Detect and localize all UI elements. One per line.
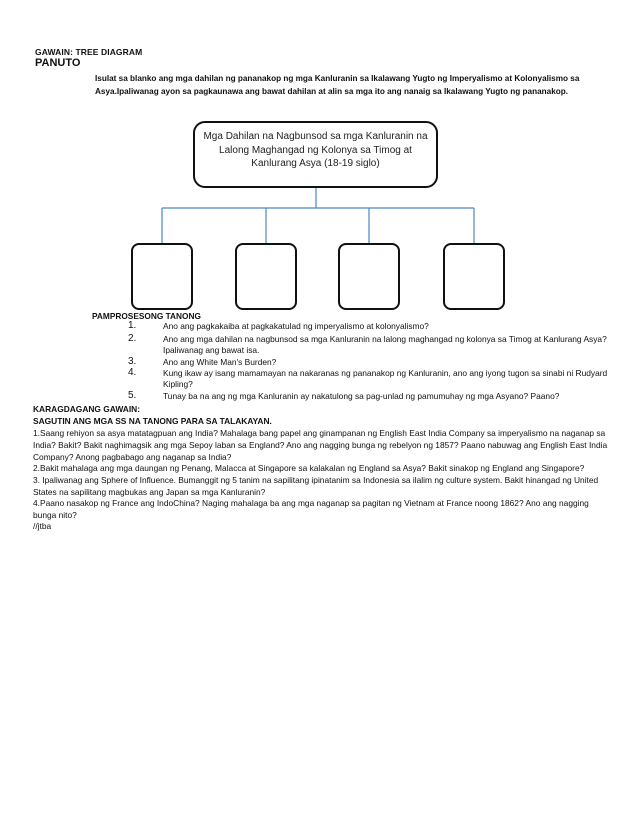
question-number: 1.	[128, 320, 137, 331]
question-text: Kung ikaw ay isang mamamayan na nakaranas ng pananakop ng Kanluranin, ano ang iyong tugon sa sinabi ni Rudyard Kipling?	[163, 368, 608, 390]
question-text: Ano ang White Man's Burden?	[163, 357, 277, 367]
question-text: Ano ang pagkakaiba at pagkakatulad ng imperyalismo at kolonyalismo?	[163, 321, 429, 331]
question-number: 3.	[128, 356, 137, 367]
instructions-text: Isulat sa blanko ang mga dahilan ng pananakop ng mga Kanluranin sa Ikalawang Yugto ng Imperyalismo at Kolonyalismo sa Asya.Ipaliwanag ayon sa pagkaunawa ang bawat dahilan at alin sa mga ito ang nanaig sa Ikalawang Yugto ng pananakop.	[95, 74, 580, 96]
instructions-heading: PANUTO	[35, 57, 81, 69]
processing-questions-title: PAMPROSESONG TANONG	[92, 311, 201, 321]
question-text: Ano ang mga dahilan na nagbunsod sa mga Kanluranin na lalong maghangad ng kolonya sa Timog at Kanlurang Asya? Ipaliwanag ang bawat isa.	[163, 334, 607, 356]
additional-activity-title: KARAGDAGANG GAWAIN:	[33, 404, 141, 414]
activity-label: GAWAIN: TREE DIAGRAM	[35, 47, 143, 57]
tree-leaf-box-1[interactable]	[131, 243, 193, 310]
question-number: 4.	[128, 367, 137, 378]
discussion-text-line: 4.Paano nasakop ng France ang IndoChina? Naging mahalaga ba ang mga naganap sa pagitan ng Vietnam at France noong 1862? Ano ang nagging	[33, 498, 589, 508]
question-number: 2.	[128, 333, 137, 344]
tree-root-text: Mga Dahilan na Nagbunsod sa mga Kanluranin na Lalong Maghangad ng Kolonya sa Timog at Kanlurang Asya (18-19 siglo)	[203, 131, 428, 169]
question-number: 5.	[128, 390, 137, 401]
tree-leaf-box-2[interactable]	[235, 243, 297, 310]
discussion-text-line: bunga nito?	[33, 510, 77, 520]
additional-activity-subtitle: SAGUTIN ANG MGA SS NA TANONG PARA SA TALAKAYAN.	[33, 416, 272, 426]
author-initials: //jtba	[33, 521, 52, 531]
discussion-text-line: Company? Anong pagbabago ang naganap sa India?	[33, 452, 232, 462]
discussion-text-line: India? Bakit? Bakit naghimagsik ang mga Sepoy laban sa England? Ano ang nagging bunga ng rebelyon ng 1857? Paano nabuwag ang English East India	[33, 440, 608, 450]
tree-leaf-box-3[interactable]	[338, 243, 400, 310]
discussion-text-line: States na sapilitang magbukas ang Japan sa mga Kanluranin?	[33, 487, 266, 497]
tree-leaf-box-4[interactable]	[443, 243, 505, 310]
discussion-text-line: 3. Ipaliwanag ang Sphere of Influence. Bumanggit ng 5 tanim na sapilitang ipinatanim sa Indonesia sa ilalim ng culture system. Bakit hinangad ng United	[33, 475, 599, 485]
discussion-text-line: 1.Saang rehiyon sa asya matatagpuan ang India? Mahalaga bang papel ang ginampanan ng English East India Company sa imperyalismo na naganap sa	[33, 428, 606, 438]
discussion-text-line: 2.Bakit mahalaga ang mga daungan ng Penang, Malacca at Singapore sa kalakalan ng England sa Asya? Bakit sinakop ng England ang Singapore?	[33, 463, 585, 473]
question-text: Tunay ba na ang ng mga Kanluranin ay nakatulong sa pag-unlad ng pamumuhay ng mga Asyano? Paano?	[163, 391, 560, 401]
